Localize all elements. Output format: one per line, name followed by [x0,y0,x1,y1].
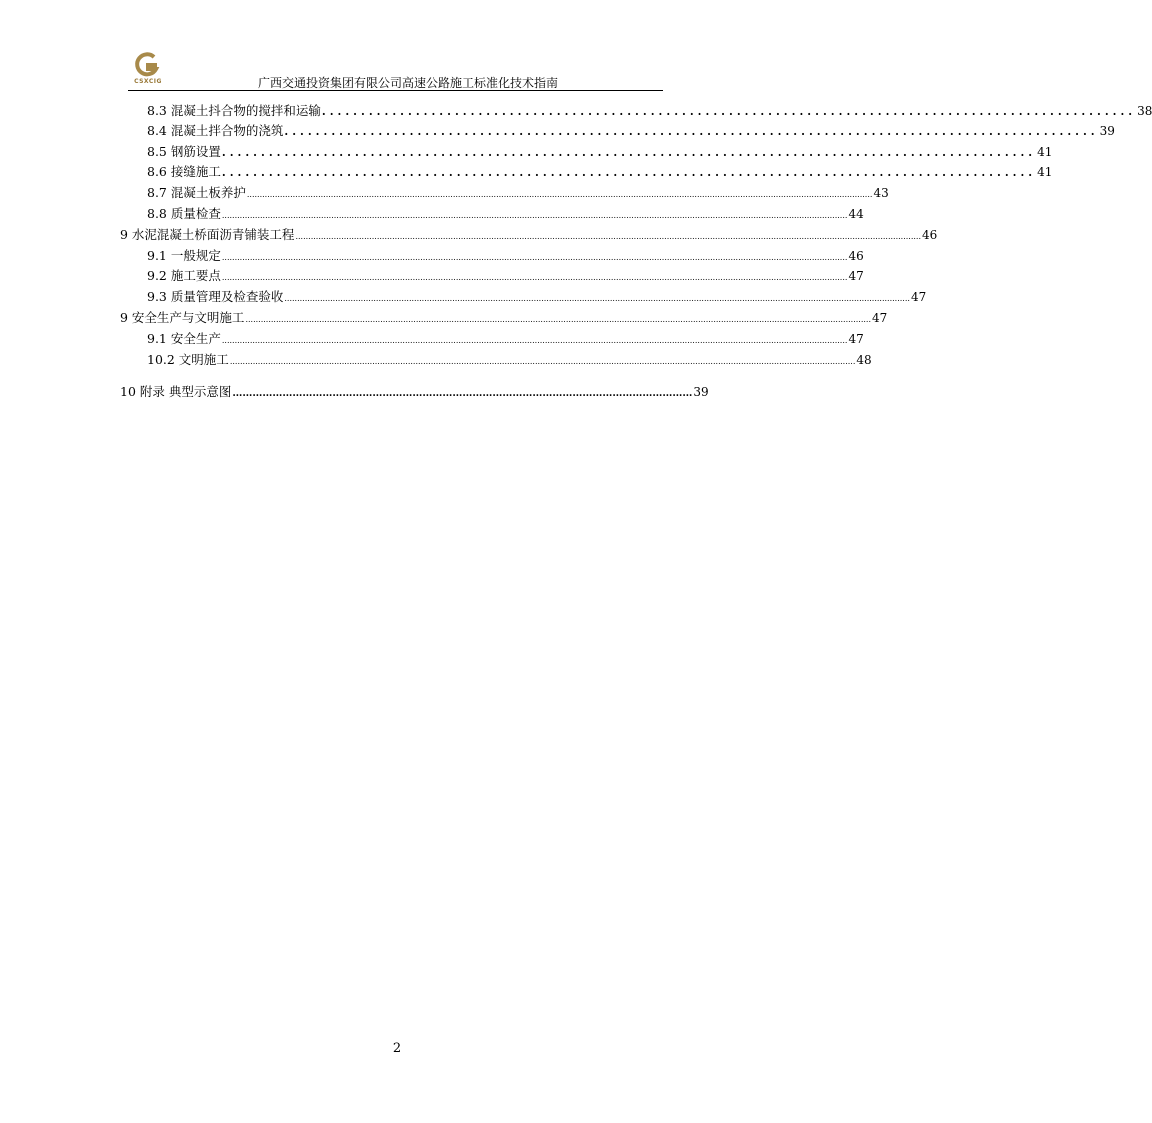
toc-entry-label: 9 水泥混凝土桥面沥青铺装工程 [120,227,295,242]
toc-entry-label: 9.1 一般规定 [147,248,221,263]
toc-entry-label: 8.6 接缝施工 [147,164,221,179]
page-number: 2 [392,1041,402,1056]
toc-entry[interactable] [147,246,864,266]
toc-entry-label: 8.8 质量检查 [147,206,221,221]
toc-entry[interactable] [120,308,888,328]
logo-mark-icon [132,52,162,78]
toc-entry-label: 8.5 钢筋设置 [147,144,221,159]
toc-entry[interactable] [147,350,872,370]
toc-entry[interactable] [147,329,864,349]
header-divider [128,90,663,91]
toc-entry-page: 41 [1037,165,1053,179]
toc-leader: ...................................................................................................................................................................................................................................................... [229,357,856,366]
toc-entry-page: 47 [910,290,927,304]
toc-entry-label: 10.2 文明施工 [147,352,229,367]
toc-entry-page: 38 [1137,104,1152,118]
toc-entry-label: 9.3 质量管理及检查验收 [147,289,284,304]
toc-entry-label: 9.1 安全生产 [147,331,221,346]
toc-leader: ...................................................................................................................................................................................................................................................... [284,294,910,303]
toc-entry-label: 8.3 混凝土抖合物的搅拌和运输 [147,103,321,118]
toc-entry[interactable] [147,287,927,307]
toc-entry-page: 41 [1037,145,1053,159]
toc-leader: ........................................................................................................ [284,125,1099,138]
toc-entry-label: 8.7 混凝土板养护 [147,185,246,200]
toc-entry-page: 39 [1099,124,1115,138]
toc-entry-page: 46 [922,228,938,242]
document-title: 广西交通投资集团有限公司高速公路施工标准化技术指南 [258,76,559,90]
toc-leader: ...................................................................................................................................................................................................................................................... [221,336,848,345]
toc-leader: ...................................................................................................................................................................................................................................................... [221,211,848,220]
toc-entry[interactable] [147,266,864,286]
toc-leader: ………………………………………………………………………………………………………………………… [232,388,693,399]
toc-entry-page: 44 [848,207,864,221]
toc-leader: ...................................................................................................................................................................................................................................................... [295,232,922,241]
toc-entry-page: 43 [873,186,889,200]
toc-leader: ........................................................................................................ [221,146,1037,159]
toc-entry[interactable] [147,101,1152,121]
toc-entry-page: 46 [848,249,864,263]
toc-entry-page: 47 [848,269,864,283]
toc-entry[interactable] [147,162,1053,182]
toc-entry-page: 48 [856,353,872,367]
toc-leader: ...................................................................................................................................................................................................................................................... [221,273,848,282]
toc-leader: ...................................................................................................................................................................................................................................................... [245,315,872,324]
toc-entry-label: 9.2 施工要点 [147,268,221,283]
toc-leader: ...................................................................................................................................................................................................................................................... [246,190,873,199]
toc-leader: ........................................................................................................ [321,105,1137,118]
toc-entry[interactable] [147,204,864,224]
toc-entry[interactable] [120,225,938,245]
toc-entry-label: 10 附录 典型示意图 [120,384,232,399]
toc-entry[interactable] [120,382,709,402]
toc-entry-label: 9 安全生产与文明施工 [120,310,245,325]
toc-leader: ...................................................................................................................................................................................................................................................... [221,253,848,262]
logo-text: CSXCIG [134,78,162,85]
toc-entry-page: 47 [872,311,888,325]
toc-entry-page: 47 [848,332,864,346]
toc-entry-label: 8.4 混凝土拌合物的浇筑 [147,123,284,138]
toc-entry-page: 39 [693,385,709,399]
toc-leader: ........................................................................................................ [221,166,1037,179]
toc-entry[interactable] [147,121,1115,141]
toc-entry[interactable] [147,142,1053,162]
page-header [128,52,663,92]
toc-entry[interactable] [147,183,889,203]
